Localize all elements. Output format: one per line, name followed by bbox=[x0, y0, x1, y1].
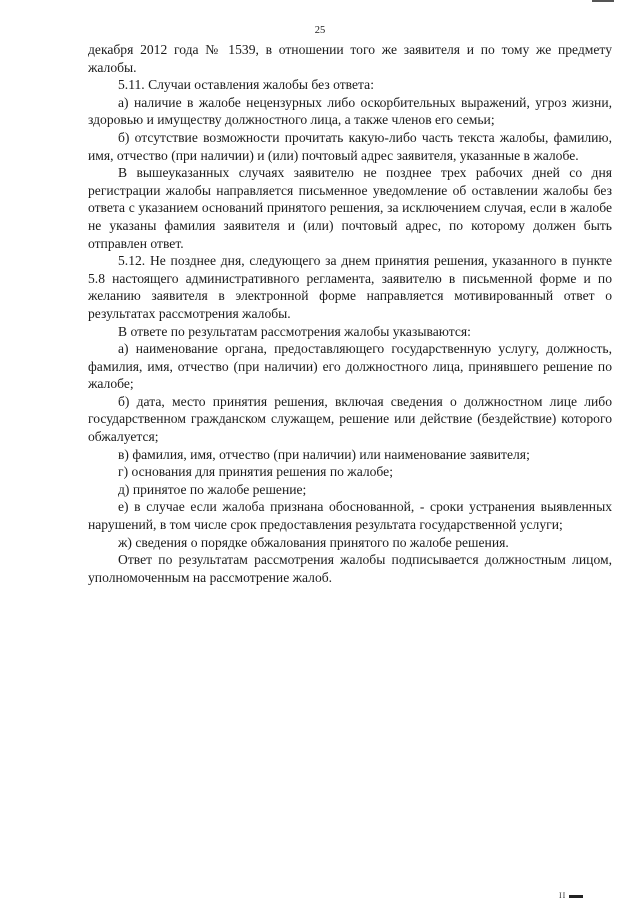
scan-mark-top bbox=[592, 0, 614, 2]
paragraph-continuation: декабря 2012 года № 1539, в отношении того же заявителя и по тому же предмету жалобы. bbox=[88, 42, 612, 75]
paragraph-notice: В вышеуказанных случаях заявителю не позднее трех рабочих дней со дня регистрации жалобы направляется письменное уведомление об оставлении жалобы без ответа с указанием оснований принятого решения, за исключением случая, если в жалобе не указаны фамилия заявителя и (или) почтовый адрес, по которому должен быть отправлен ответ. bbox=[88, 165, 612, 251]
scan-mark-bar bbox=[569, 895, 583, 898]
paragraph-response-item-v: в) фамилия, имя, отчество (при наличии) или наименование заявителя; bbox=[118, 446, 530, 462]
paragraph-response-item-g: г) основания для принятия решения по жалобе; bbox=[118, 464, 393, 480]
page-number: 25 bbox=[314, 25, 326, 36]
scan-mark-bottom bbox=[559, 892, 583, 900]
paragraph-response-intro: В ответе по результатам рассмотрения жалобы указываются: bbox=[118, 323, 471, 339]
paragraph-signature-note: Ответ по результатам рассмотрения жалобы подписывается должностным лицом, уполномоченным на рассмотрение жалоб. bbox=[88, 552, 612, 585]
paragraph-response-item-b: б) дата, место принятия решения, включая сведения о должностном лице либо государственном гражданском служащем, решение или действие (бездействие) которого обжалуется; bbox=[88, 393, 612, 445]
paragraph-response-item-zh: ж) сведения о порядке обжалования принятого по жалобе решения. bbox=[118, 534, 509, 550]
document-body bbox=[88, 41, 612, 586]
paragraph-section-5-11: 5.11. Случаи оставления жалобы без ответа: bbox=[118, 77, 374, 93]
paragraph-section-5-12: 5.12. Не позднее дня, следующего за днем принятия решения, указанного в пункте 5.8 настоящего административного регламента, заявителю в письменной форме и по желанию заявителя в электронной форме направляется мотивированный ответ о результатах рассмотрения жалобы. bbox=[88, 253, 612, 321]
scan-mark-text: II bbox=[559, 891, 567, 900]
paragraph-item-a: а) наличие в жалобе нецензурных либо оскорбительных выражений, угроз жизни, здоровью и имуществу должностного лица, а также членов его семьи; bbox=[88, 94, 612, 128]
paragraph-response-item-e: е) в случае если жалоба признана обоснованной, - сроки устранения выявленных нарушений, в том числе срок предоставления результата государственной услуги; bbox=[88, 499, 612, 533]
paragraph-response-item-d: д) принятое по жалобе решение; bbox=[118, 481, 307, 497]
paragraph-response-item-a: а) наименование органа, предоставляющего государственную услугу, должность, фамилия, имя, отчество (при наличии) его должностного лица, принявшего решение по жалобе; bbox=[88, 341, 612, 392]
paragraph-item-b: б) отсутствие возможности прочитать какую-либо часть текста жалобы, фамилию, имя, отчество (при наличии) и (или) почтовый адрес заявителя, указанные в жалобе. bbox=[88, 129, 612, 163]
